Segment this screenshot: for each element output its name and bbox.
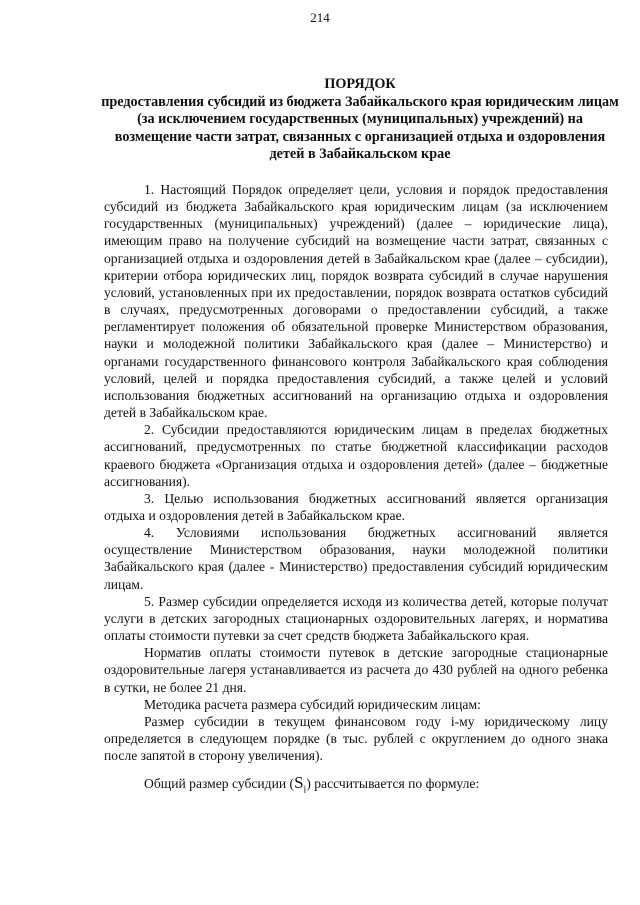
paragraph-norm: Норматив оплаты стоимости путевок в детские загородные стационарные оздоровительные лагеря устанавливается из расчета до 430 рублей на одного ребенка в сутки, не более 21 дня. <box>104 645 608 695</box>
paragraph-3: 3. Целью использования бюджетных ассигнований является организация отдыха и оздоровления детей в Забайкальском крае. <box>104 490 608 523</box>
formula-line <box>104 774 608 799</box>
formula-symbol <box>294 773 307 796</box>
paragraph-4: 4. Условиями использования бюджетных ассигнований является осуществление Министерством образования, науки молодежной политики Забайкальского края (далее - Министерство) предоставления субсидий юридическим лицам. <box>104 525 608 592</box>
formula-symbol-subscript: i <box>303 784 307 796</box>
paragraph-size: Размер субсидии в текущем финансовом году i-му юридическому лицу определяется в следующем порядке (в тыс. рублей с округлением до одного знака после запятой в сторону увеличения). <box>104 713 608 764</box>
formula-text-before: Общий размер субсидии ( <box>144 776 295 792</box>
formula-text-after: ) рассчитывается по формуле: <box>306 776 480 792</box>
document-subtitle: предоставления субсидий из бюджета Забайкальского края юридическим лицам (за исключением государственных (муниципальных) учреждений) на возмещение части затрат, связанных с организацией отдыха и оздоровления детей в Забайкальском крае <box>101 93 619 163</box>
paragraph-method: Методика расчета размера субсидий юридическим лицам: <box>144 696 481 712</box>
page-number: 214 <box>310 10 330 25</box>
document-body <box>104 181 608 799</box>
document-title: ПОРЯДОК <box>324 76 396 92</box>
paragraph-5: 5. Размер субсидии определяется исходя из количества детей, которые получат услуги в детских загородных стационарных оздоровительных лагерях, и норматива оплаты стоимости путевки за счет средств бюджета Забайкальского края. <box>104 593 608 644</box>
paragraph-2: 2. Субсидии предоставляются юридическим лицам в пределах бюджетных ассигнований, предусмотренных по статье бюджетной классификации расходов краевого бюджета «Организация отдыха и оздоровления детей» (далее – бюджетные ассигнования). <box>104 422 608 489</box>
paragraph-1: 1. Настоящий Порядок определяет цели, условия и порядок предоставления субсидий из бюджета Забайкальского края юридическим лицам (за исключением государственных (муниципальных) учреждений) (далее – юридические лица), имеющим право на получение субсидий на возмещение части затрат, связанных с организацией отдыха и оздоровления детей в Забайкальском крае (далее – субсидии), критерии отбора юридических лиц, порядок возврата субсидий в случае нарушения условий, установленных при их предоставлении, порядок возврата остатков субсидий в случаях, предусмотренных договорами о предоставлении субсидий, а также регламентирует положения об обязательной проверке Министерством образования, науки и молодежной политики Забайкальского края (далее – Министерство) и органами государственного финансового контроля Забайкальского края соблюдения условий, целей и порядка предоставления субсидий, а также целей и условий использования бюджетных ассигнований на организацию отдыха и оздоровления детей в Забайкальском крае. <box>104 182 608 421</box>
formula-symbol-letter: S <box>294 773 304 793</box>
document-heading <box>100 76 620 164</box>
